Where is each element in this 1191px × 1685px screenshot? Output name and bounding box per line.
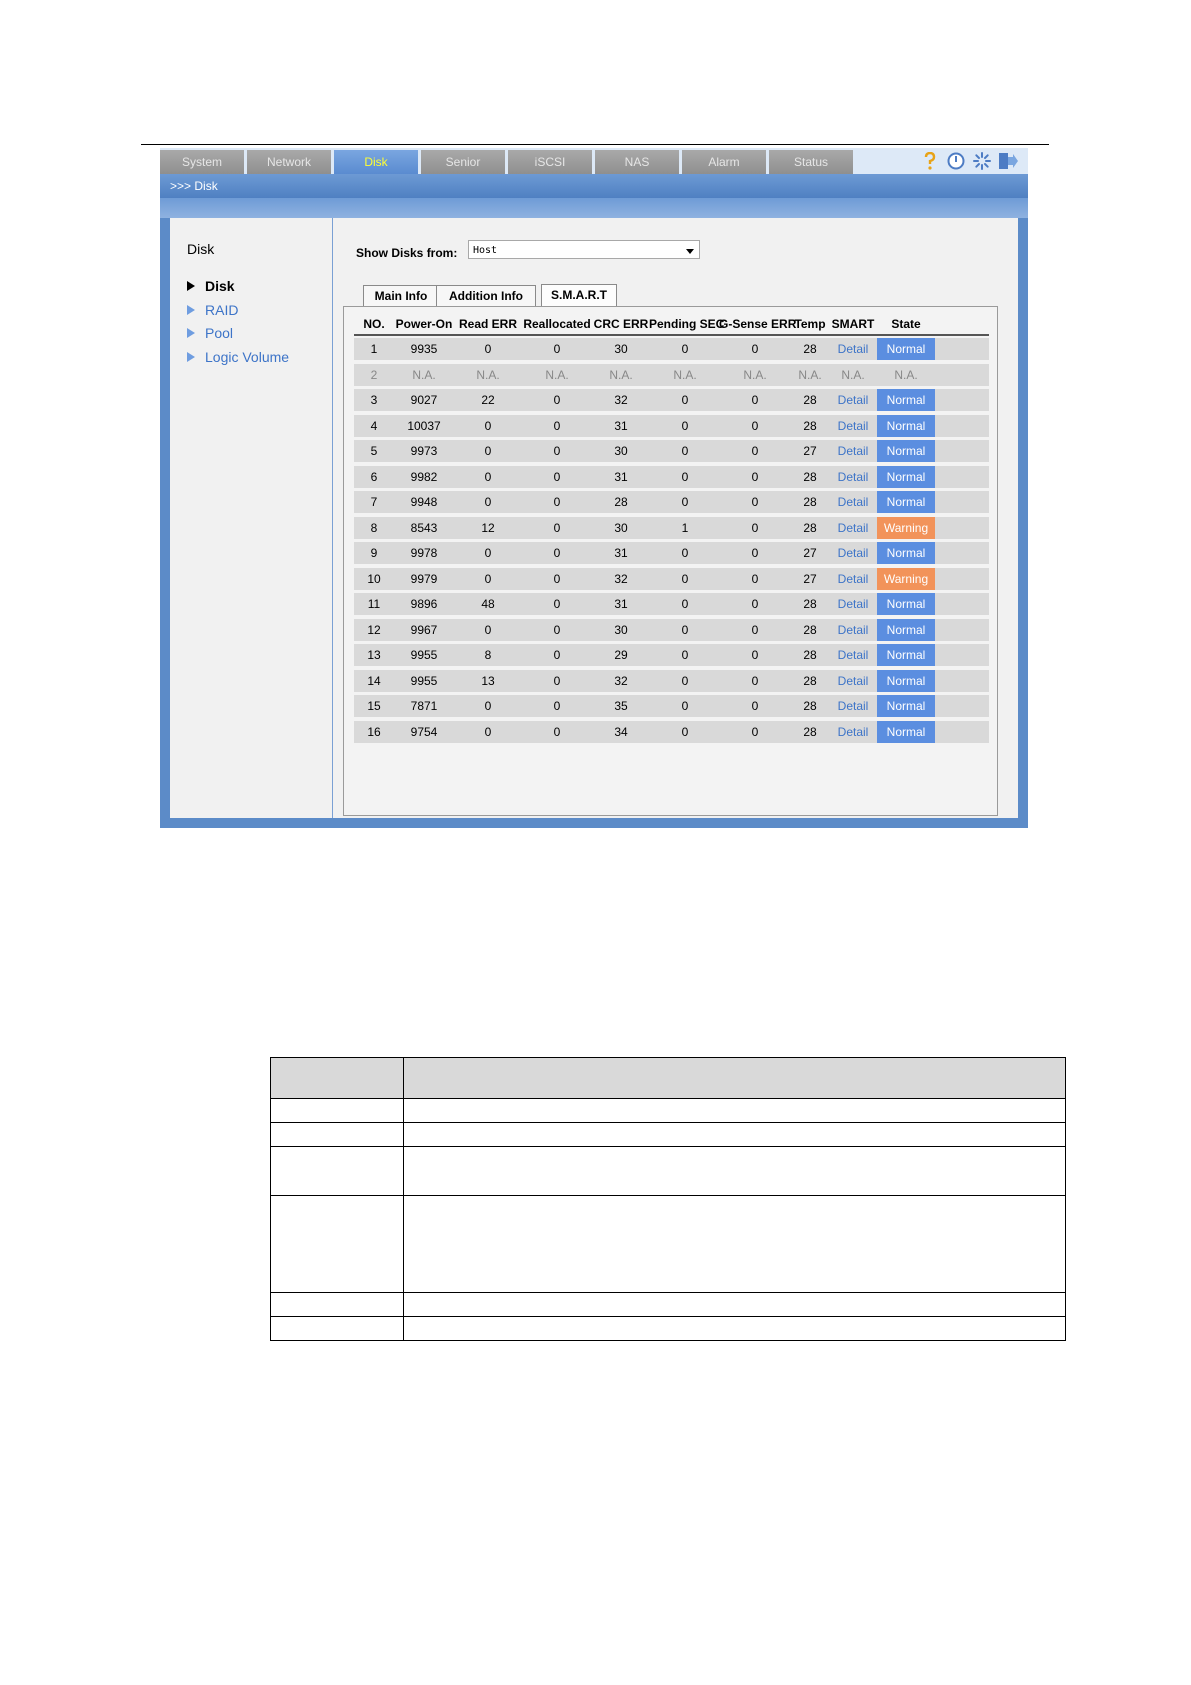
cell-reallocated: 0 xyxy=(553,571,561,586)
show-disks-value: Host xyxy=(473,245,498,256)
sidebar-item-label: Pool xyxy=(205,325,234,341)
cell-temp: 27 xyxy=(803,571,817,586)
column-header-smart: SMART xyxy=(831,317,875,331)
smart-detail-link[interactable]: Detail xyxy=(837,571,869,586)
status-badge: Normal xyxy=(877,619,935,641)
cell-read-err: 0 xyxy=(484,444,492,458)
cell-reallocated: N.A. xyxy=(545,367,569,382)
cell-read-err: 0 xyxy=(484,571,492,586)
table-row xyxy=(354,568,989,590)
page-rule xyxy=(141,144,1049,145)
tab-nas[interactable]: NAS xyxy=(595,150,679,174)
cell-read-err: 0 xyxy=(484,622,492,637)
cell-reallocated: 0 xyxy=(553,495,561,509)
cell-pending-sec: 0 xyxy=(681,648,689,662)
sidebar-item-label: Logic Volume xyxy=(205,349,290,365)
cell-no: 5 xyxy=(370,444,378,458)
cell-power-on: 9982 xyxy=(410,469,438,484)
cell-read-err: 0 xyxy=(484,342,492,356)
cell-crc-err: 31 xyxy=(614,469,628,484)
show-disks-label: Show Disks from: xyxy=(356,246,458,260)
cell-g-sense-err: 0 xyxy=(751,469,759,484)
cell-power-on: 7871 xyxy=(410,699,438,713)
cell-power-on: N.A. xyxy=(412,367,436,382)
cell-no: 7 xyxy=(370,495,378,509)
status-badge: Normal xyxy=(877,440,935,462)
cell-power-on: 9978 xyxy=(410,546,438,560)
description-row xyxy=(271,1196,1066,1293)
cell-temp: 28 xyxy=(803,673,817,688)
description-row xyxy=(271,1099,1066,1123)
status-badge: Warning xyxy=(877,517,935,539)
cell-read-err: 48 xyxy=(481,597,495,611)
cell-pending-sec: 0 xyxy=(681,495,689,509)
cell-reallocated: 0 xyxy=(553,342,561,356)
cell-read-err: 0 xyxy=(484,724,492,739)
cell-g-sense-err: 0 xyxy=(751,597,759,611)
cell-g-sense-err: 0 xyxy=(751,699,759,713)
description-row xyxy=(271,1317,1066,1341)
column-header-temp: Temp xyxy=(794,317,826,331)
tab-senior[interactable]: Senior xyxy=(421,150,505,174)
smart-detail-link[interactable]: Detail xyxy=(837,495,869,509)
status-badge: Normal xyxy=(877,593,935,615)
cell-pending-sec: 0 xyxy=(681,597,689,611)
logout-icon[interactable] xyxy=(998,151,1018,171)
sidebar-item-label: Disk xyxy=(205,278,235,294)
cell-pending-sec: 0 xyxy=(681,342,689,356)
cell-temp: 28 xyxy=(803,520,817,535)
column-header-g-sense-err: G-Sense ERR xyxy=(719,317,797,331)
cell-power-on: 9973 xyxy=(410,444,438,458)
status-badge: Normal xyxy=(877,695,935,717)
cell-crc-err: 32 xyxy=(614,673,628,688)
sidebar-item-disk[interactable] xyxy=(187,278,235,294)
cell-no: 16 xyxy=(367,724,381,739)
cell-temp: 28 xyxy=(803,495,817,509)
status-badge: Normal xyxy=(877,466,935,488)
status-badge: Normal xyxy=(877,491,935,513)
cell-read-err: 0 xyxy=(484,699,492,713)
cell-pending-sec: 0 xyxy=(681,393,689,407)
cell-power-on: 8543 xyxy=(410,520,438,535)
cell-g-sense-err: 0 xyxy=(751,571,759,586)
status-badge: Normal xyxy=(877,338,935,360)
cell-power-on: 9754 xyxy=(410,724,438,739)
cell-no: 6 xyxy=(370,469,378,484)
cell-crc-err: 30 xyxy=(614,444,628,458)
table-row xyxy=(354,415,989,437)
cell-crc-err: 28 xyxy=(614,495,628,509)
cell-g-sense-err: 0 xyxy=(751,622,759,637)
description-table-header xyxy=(271,1058,1066,1099)
column-header-reallocated: Reallocated xyxy=(523,317,591,331)
cell-power-on: 9967 xyxy=(410,622,438,637)
cell-temp: 27 xyxy=(803,444,817,458)
sidebar-title: Disk xyxy=(187,241,215,257)
sidebar-item-logic-volume[interactable] xyxy=(187,349,289,365)
cell-no: 14 xyxy=(367,673,381,688)
cell-read-err: 12 xyxy=(481,520,495,535)
triangle-right-icon xyxy=(187,352,195,362)
cell-g-sense-err: 0 xyxy=(751,546,759,560)
cell-g-sense-err: 0 xyxy=(751,418,759,433)
cell-crc-err: 29 xyxy=(614,648,628,662)
cell-temp: 27 xyxy=(803,546,817,560)
cell-reallocated: 0 xyxy=(553,622,561,637)
smart-detail-link[interactable]: Detail xyxy=(837,546,869,560)
cell-temp: 28 xyxy=(803,597,817,611)
cell-temp: 28 xyxy=(803,724,817,739)
table-row xyxy=(354,593,989,615)
help-icon[interactable] xyxy=(920,151,940,171)
cell-g-sense-err: 0 xyxy=(751,342,759,356)
cell-crc-err: 30 xyxy=(614,622,628,637)
status-badge: N.A. xyxy=(894,367,918,382)
column-header-crc-err: CRC ERR xyxy=(593,317,649,331)
cell-smart: N.A. xyxy=(841,367,865,382)
cell-crc-err: N.A. xyxy=(609,367,633,382)
cell-pending-sec: 1 xyxy=(681,520,689,535)
cell-reallocated: 0 xyxy=(553,648,561,662)
table-row xyxy=(354,670,989,692)
status-badge: Warning xyxy=(877,568,935,590)
cell-temp: 28 xyxy=(803,648,817,662)
cell-reallocated: 0 xyxy=(553,699,561,713)
toolbar xyxy=(920,151,1018,171)
subtab-s-m-a-r-t[interactable]: S.M.A.R.T xyxy=(541,284,617,307)
table-row xyxy=(354,517,989,539)
nas-admin-window xyxy=(160,148,1028,828)
table-header xyxy=(354,317,989,336)
cell-crc-err: 34 xyxy=(614,724,628,739)
smart-detail-link[interactable]: Detail xyxy=(837,520,869,535)
table-row xyxy=(354,466,989,488)
sidebar-item-label: RAID xyxy=(205,302,239,318)
cell-reallocated: 0 xyxy=(553,469,561,484)
column-header-no: NO. xyxy=(363,317,385,331)
cell-pending-sec: 0 xyxy=(681,724,689,739)
cell-no: 1 xyxy=(370,342,378,356)
table-row xyxy=(354,542,989,564)
table-row xyxy=(354,364,989,386)
description-row xyxy=(271,1293,1066,1317)
refresh-icon[interactable] xyxy=(972,151,992,171)
tab-alarm[interactable]: Alarm xyxy=(682,150,766,174)
cell-crc-err: 30 xyxy=(614,342,628,356)
cell-reallocated: 0 xyxy=(553,724,561,739)
cell-read-err: N.A. xyxy=(476,367,500,382)
cell-temp: 28 xyxy=(803,418,817,433)
smart-detail-link[interactable]: Detail xyxy=(837,724,869,739)
cell-no: 12 xyxy=(367,622,381,637)
cell-no: 4 xyxy=(370,418,378,433)
triangle-right-icon xyxy=(187,328,195,338)
cell-pending-sec: 0 xyxy=(681,571,689,586)
smart-detail-link[interactable]: Detail xyxy=(837,622,869,637)
table-row xyxy=(354,644,989,666)
cell-no: 2 xyxy=(370,367,378,382)
table-row xyxy=(354,440,989,462)
cell-crc-err: 32 xyxy=(614,571,628,586)
smart-detail-link[interactable]: Detail xyxy=(837,648,869,662)
cell-power-on: 9979 xyxy=(410,571,438,586)
cell-no: 10 xyxy=(367,571,381,586)
cell-power-on: 9896 xyxy=(410,597,438,611)
cell-crc-err: 31 xyxy=(614,597,628,611)
cell-g-sense-err: 0 xyxy=(751,520,759,535)
cell-temp: N.A. xyxy=(798,367,822,382)
description-row xyxy=(271,1147,1066,1196)
triangle-right-icon xyxy=(187,305,195,315)
description-row xyxy=(271,1123,1066,1147)
cell-crc-err: 35 xyxy=(614,699,628,713)
status-badge: Normal xyxy=(877,415,935,437)
status-badge: Normal xyxy=(877,542,935,564)
cell-reallocated: 0 xyxy=(553,393,561,407)
show-disks-select[interactable] xyxy=(468,240,700,259)
smart-detail-link[interactable]: Detail xyxy=(837,673,869,688)
cell-no: 8 xyxy=(370,520,378,535)
cell-power-on: 9955 xyxy=(410,673,438,688)
cell-power-on: 9027 xyxy=(410,393,438,407)
smart-detail-link[interactable]: Detail xyxy=(837,699,869,713)
cell-crc-err: 30 xyxy=(614,520,628,535)
status-badge: Normal xyxy=(877,670,935,692)
status-badge: Normal xyxy=(877,389,935,411)
cell-no: 13 xyxy=(367,648,381,662)
sidebar xyxy=(170,218,333,818)
cell-temp: 28 xyxy=(803,393,817,407)
smart-detail-link[interactable]: Detail xyxy=(837,597,869,611)
cell-no: 15 xyxy=(367,699,381,713)
cell-pending-sec: 0 xyxy=(681,546,689,560)
table-row xyxy=(354,389,989,411)
cell-no: 9 xyxy=(370,546,378,560)
subtab-main-info[interactable]: Main Info xyxy=(363,285,439,306)
tab-iscsi[interactable]: iSCSI xyxy=(508,150,592,174)
tab-system[interactable]: System xyxy=(160,150,244,174)
cell-read-err: 22 xyxy=(481,393,495,407)
main-panel xyxy=(170,218,1018,818)
sidebar-item-raid[interactable] xyxy=(187,302,238,318)
smart-detail-link[interactable]: Detail xyxy=(837,393,869,407)
cell-power-on: 9955 xyxy=(410,648,438,662)
chevron-down-icon xyxy=(686,249,694,254)
cell-g-sense-err: 0 xyxy=(751,444,759,458)
cell-pending-sec: 0 xyxy=(681,699,689,713)
cell-pending-sec: 0 xyxy=(681,469,689,484)
cell-reallocated: 0 xyxy=(553,520,561,535)
cell-reallocated: 0 xyxy=(553,546,561,560)
cell-reallocated: 0 xyxy=(553,418,561,433)
smart-detail-link[interactable]: Detail xyxy=(837,342,869,356)
cell-g-sense-err: N.A. xyxy=(743,367,767,382)
table-row xyxy=(354,721,989,743)
cell-crc-err: 31 xyxy=(614,418,628,433)
cell-read-err: 13 xyxy=(481,673,495,688)
column-header-read-err: Read ERR xyxy=(458,317,517,331)
header-band xyxy=(160,198,1028,218)
cell-g-sense-err: 0 xyxy=(751,724,759,739)
cell-power-on: 9935 xyxy=(410,342,438,356)
cell-g-sense-err: 0 xyxy=(751,648,759,662)
smart-table-panel xyxy=(343,306,998,816)
smart-detail-link[interactable]: Detail xyxy=(837,444,869,458)
sidebar-item-pool[interactable] xyxy=(187,325,233,341)
cell-read-err: 8 xyxy=(484,648,492,662)
cell-crc-err: 32 xyxy=(614,393,628,407)
cell-crc-err: 31 xyxy=(614,546,628,560)
triangle-right-icon xyxy=(187,281,195,291)
cell-reallocated: 0 xyxy=(553,673,561,688)
smart-detail-link[interactable]: Detail xyxy=(837,469,869,484)
cell-power-on: 9948 xyxy=(410,495,438,509)
table-row xyxy=(354,491,989,513)
cell-g-sense-err: 0 xyxy=(751,673,759,688)
cell-pending-sec: 0 xyxy=(681,673,689,688)
smart-detail-link[interactable]: Detail xyxy=(837,418,869,433)
cell-reallocated: 0 xyxy=(553,597,561,611)
cell-no: 11 xyxy=(367,597,381,611)
top-nav-bar xyxy=(160,148,1028,174)
cell-read-err: 0 xyxy=(484,546,492,560)
cell-g-sense-err: 0 xyxy=(751,495,759,509)
cell-pending-sec: 0 xyxy=(681,418,689,433)
table-row xyxy=(354,695,989,717)
table-row xyxy=(354,619,989,641)
cell-read-err: 0 xyxy=(484,495,492,509)
cell-temp: 28 xyxy=(803,469,817,484)
description-table xyxy=(270,1057,1066,1341)
cell-g-sense-err: 0 xyxy=(751,393,759,407)
subtab-addition-info[interactable]: Addition Info xyxy=(436,285,536,306)
cell-power-on: 10037 xyxy=(407,418,441,433)
tab-status[interactable]: Status xyxy=(769,150,853,174)
tab-network[interactable]: Network xyxy=(247,150,331,174)
cell-temp: 28 xyxy=(803,622,817,637)
power-icon[interactable] xyxy=(946,151,966,171)
cell-temp: 28 xyxy=(803,342,817,356)
cell-reallocated: 0 xyxy=(553,444,561,458)
status-badge: Normal xyxy=(877,721,935,743)
breadcrumb: >>> Disk xyxy=(160,174,1028,198)
tab-disk[interactable]: Disk xyxy=(334,150,418,174)
cell-pending-sec: 0 xyxy=(681,622,689,637)
column-header-power-on: Power-On xyxy=(395,317,453,331)
table-row xyxy=(354,338,989,360)
cell-temp: 28 xyxy=(803,699,817,713)
column-header-state: State xyxy=(891,317,921,331)
status-badge: Normal xyxy=(877,644,935,666)
column-header-pending-sec: Pending SEC xyxy=(649,317,725,331)
cell-read-err: 0 xyxy=(484,469,492,484)
cell-read-err: 0 xyxy=(484,418,492,433)
cell-no: 3 xyxy=(370,393,378,407)
cell-pending-sec: 0 xyxy=(681,444,689,458)
cell-pending-sec: N.A. xyxy=(673,367,697,382)
